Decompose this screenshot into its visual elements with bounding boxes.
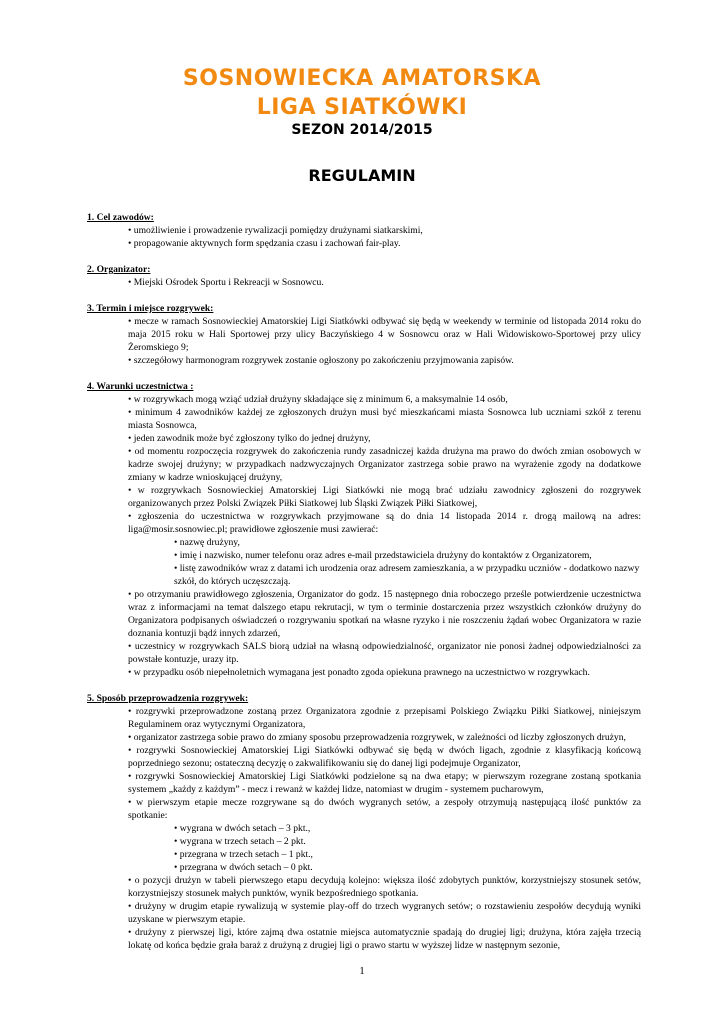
section-3 (87, 302, 641, 367)
section-heading: 5. Sposób przeprowadzenia rozgrywek: (87, 693, 249, 704)
list-item: • od momentu rozpoczęcia rozgrywek do zakończenia rundy zasadniczej każda drużyna ma prawo do dwóch zmian osobowych w kadrze swojej drużyny; w przypadkach nadzwyczajnych Organizator zastrzega sobie prawo na wyrażenie zgody na dodatkowe zmiany w kadrze wnioskującej drużyny, (87, 445, 641, 484)
list-item: • zgłoszenia do uczestnictwa w rozgrywkach przyjmowane są do dnia 14 listopada 2014 r. drogą mailową na adres: liga@mosir.sosnowiec.pl; prawidłowe zgłoszenie musi zawierać: (87, 510, 641, 536)
section-1 (87, 211, 641, 250)
list-item: • Miejski Ośrodek Sportu i Rekreacji w Sosnowcu. (87, 276, 641, 289)
list-item: • mecze w ramach Sosnowieckiej Amatorskiej Ligi Siatkówki odbywać się będą w weekendy w terminie od listopada 2014 roku do maja 2015 roku w Hali Sportowej przy ulicy Baczyńskiego 4 w Sosnowcu oraz w Hali Widowiskowo-Sportowej przy ulicy Żeromskiego 9; (87, 315, 641, 354)
list-item: • rozgrywki przeprowadzone zostaną przez Organizatora zgodnie z przepisami Polskiego Związku Piłki Siatkowej, niniejszym Regulaminem oraz wytycznymi Organizatora, (87, 705, 641, 731)
page-number: 1 (359, 965, 365, 977)
list-item: • szczegółowy harmonogram rozgrywek zostanie ogłoszony po zakończeniu przyjmowania zapisów. (87, 354, 641, 367)
league-title-line2: LIGA SIATKÓWKI (256, 95, 468, 120)
list-item: • w rozgrywkach Sosnowieckiej Amatorskiej Ligi Siatkówki nie mogą brać udziału zawodnicy zgłoszeni do rozgrywek organizowanych przez Polski Związek Piłki Siatkowej lub Śląski Związek Piłki Siatkowej, (87, 484, 641, 510)
list-item: • w pierwszym etapie mecze rozgrywane są do dwóch wygranych setów, a zespoły otrzymują następującą ilość punktów za spotkanie: (87, 796, 641, 822)
list-item: • po otrzymaniu prawidłowego zgłoszenia, Organizator do godz. 15 następnego dnia roboczego prześle potwierdzenie uczestnictwa wraz z informacjami na temat dalszego etapu rekrutacji, w tym o terminie dostarczenia przez wszystkich członków drużyny do Organizatora podpisanych oświadczeń o rozgrywaniu spotkań na własne ryzyko i nie roszczeniu żądań wobec Organizatora w razie doznania kontuzji bądź innych zdarzeń, (87, 588, 641, 640)
list-item: • drużyny z pierwszej ligi, które zajmą dwa ostatnie miejsca automatycznie spadają do drugiej ligi; drużyna, która zajęła trzecią lokatę od końca będzie grała baraż z drużyną z drugiej ligi o prawo startu w wyższej lidze w następnym sezonie, (87, 926, 641, 952)
regulations-body (87, 211, 641, 965)
list-item: • propagowanie aktywnych form spędzania czasu i zachowań fair-play. (87, 237, 641, 250)
section-heading: 4. Warunki uczestnictwa : (87, 381, 194, 392)
season-subtitle: SEZON 2014/2015 (291, 122, 433, 138)
list-item: • umożliwienie i prowadzenie rywalizacji pomiędzy drużynami siatkarskimi, (87, 224, 641, 237)
list-item: • minimum 4 zawodników każdej ze zgłoszonych drużyn musi być mieszkańcami miasta Sosnowca lub uczniami szkół z terenu miasta Sosnowca, (87, 406, 641, 432)
list-item: • uczestnicy w rozgrywkach SALS biorą udział na własną odpowiedzialność, organizator nie ponosi żadnej odpowiedzialności za powstałe kontuzje, urazy itp. (87, 640, 641, 666)
section-5 (87, 692, 641, 952)
list-item: • w przypadku osób niepełnoletnich wymagana jest ponadto zgoda opiekuna prawnego na uczestnictwo w rozgrywkach. (87, 666, 641, 679)
sub-list-item: • wygrana w dwóch setach – 3 pkt., (87, 822, 641, 835)
list-item: • jeden zawodnik może być zgłoszony tylko do jednej drużyny, (87, 432, 641, 445)
league-title-line1: SOSNOWIECKA AMATORSKA (182, 66, 542, 91)
list-item: • drużyny w drugim etapie rywalizują w systemie play-off do trzech wygranych setów; o rozstawieniu zespołów decydują wyniki uzyskane w pierwszym etapie. (87, 900, 641, 926)
list-item: • rozgrywki Sosnowieckiej Amatorskiej Ligi Siatkówki odbywać się będą w dwóch ligach, zgodnie z klasyfikacją końcową poprzedniego sezonu; ostateczną decyzję o zakwalifikowaniu się do danej ligi podejmuje Organizator, (87, 744, 641, 770)
section-heading: 1. Cel zawodów: (87, 212, 154, 223)
list-item: • w rozgrywkach mogą wziąć udział drużyny składające się z minimum 6, a maksymalnie 14 osób, (87, 393, 641, 406)
sub-list-item: • przegrana w trzech setach – 1 pkt., (87, 848, 641, 861)
list-item: • organizator zastrzega sobie prawo do zmiany sposobu przeprowadzenia rozgrywek, w zależności od liczby zgłoszonych drużyn, (87, 731, 641, 744)
section-4 (87, 380, 641, 679)
sub-list-item: • nazwę drużyny, (87, 536, 641, 549)
document-title: REGULAMIN (308, 166, 416, 185)
section-heading: 3. Termin i miejsce rozgrywek: (87, 303, 214, 314)
list-item: • rozgrywki Sosnowieckiej Amatorskiej Ligi Siatkówki podzielone są na dwa etapy; w pierwszym rozegrane zostaną spotkania systemem „każdy z każdym” - mecz i rewanż w każdej lidze, natomiast w drugim - systemem pucharowym, (87, 770, 641, 796)
sub-list-item: • listę zawodników wraz z datami ich urodzenia oraz adresem zamieszkania, a w przypadku uczniów - dodatkowo nazwy szkół, do których uczęszczają. (87, 562, 641, 588)
list-item: • o pozycji drużyn w tabeli pierwszego etapu decydują kolejno: większa ilość zdobytych punktów, korzystniejszy stosunek setów, korzystniejszy stosunek małych punktów, wynik bezpośredniego spotkania. (87, 874, 641, 900)
sub-list-item: • imię i nazwisko, numer telefonu oraz adres e-mail przedstawiciela drużyny do kontaktów z Organizatorem, (87, 549, 641, 562)
sub-list-item: • przegrana w dwóch setach – 0 pkt. (87, 861, 641, 874)
section-heading: 2. Organizator: (87, 264, 151, 275)
sub-list-item: • wygrana w trzech setach – 2 pkt. (87, 835, 641, 848)
section-2 (87, 263, 641, 289)
